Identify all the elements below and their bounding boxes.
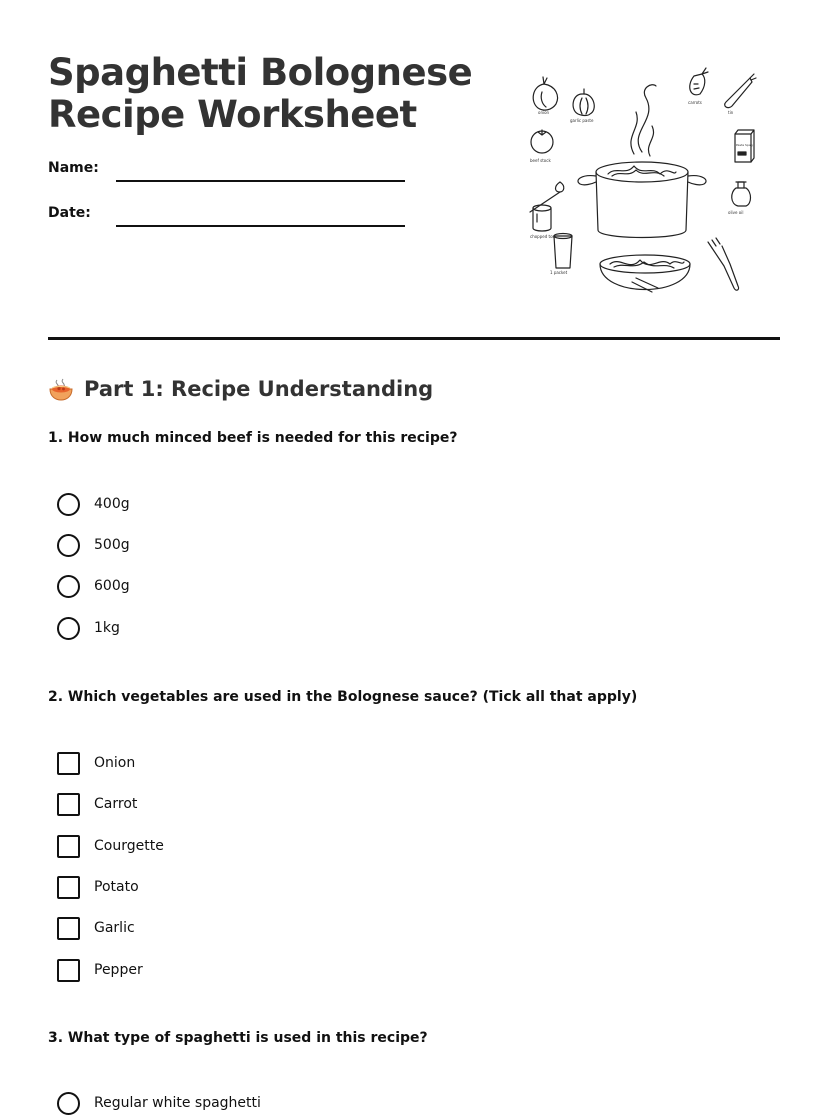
- spaghetti-bowl-illustration-icon: [600, 255, 690, 292]
- cooking-pot-icon: [578, 162, 706, 238]
- header-divider: [48, 337, 780, 340]
- date-field[interactable]: [116, 225, 405, 227]
- carrot-right-icon: [725, 74, 756, 108]
- tomato-label: chopped tom: [530, 234, 557, 239]
- question-3: 3. What type of spaghetti is used in this recipe?: [48, 1030, 428, 1046]
- q1-option-600g[interactable]: [57, 574, 130, 598]
- part-1-title-text: Part 1: Recipe Understanding: [84, 377, 434, 401]
- glass-icon: [554, 234, 572, 269]
- radio-button[interactable]: [57, 617, 80, 640]
- name-label: Name:: [48, 160, 99, 176]
- checkbox[interactable]: [57, 835, 80, 858]
- page-title: [48, 52, 488, 136]
- title-line-2: Recipe Worksheet: [48, 93, 417, 136]
- option-label: Garlic: [94, 920, 135, 936]
- steam-icon: [631, 85, 656, 156]
- q2-option-courgette[interactable]: [57, 834, 164, 858]
- carrot-icon: [690, 68, 708, 95]
- fork-icon: [708, 238, 739, 290]
- olive-oil-icon: [732, 182, 751, 206]
- q2-option-potato[interactable]: [57, 875, 139, 899]
- option-label: 600g: [94, 578, 130, 594]
- q2-option-carrot[interactable]: [57, 792, 137, 816]
- option-label: 1kg: [94, 620, 120, 636]
- garlic-icon: [573, 89, 594, 116]
- checkbox[interactable]: [57, 752, 80, 775]
- option-label: 500g: [94, 537, 130, 553]
- checkbox[interactable]: [57, 959, 80, 982]
- option-label: Courgette: [94, 838, 164, 854]
- title-line-1: Spaghetti Bolognese: [48, 51, 473, 94]
- onion-icon: [533, 77, 557, 110]
- radio-button[interactable]: [57, 534, 80, 557]
- part-1-title: [48, 374, 433, 404]
- option-label: Potato: [94, 879, 139, 895]
- q1-option-500g[interactable]: [57, 533, 130, 557]
- spaghetti-label: 1 packet: [550, 270, 568, 275]
- q1-option-400g[interactable]: [57, 492, 130, 516]
- radio-button[interactable]: [57, 493, 80, 516]
- option-label: Onion: [94, 755, 136, 771]
- q3-option-regular-white-spaghetti[interactable]: [57, 1091, 261, 1115]
- q2-option-pepper[interactable]: [57, 958, 143, 982]
- option-label: Carrot: [94, 796, 138, 812]
- q2-option-garlic[interactable]: [57, 916, 135, 940]
- name-field[interactable]: [116, 180, 405, 182]
- checkbox[interactable]: [57, 793, 80, 816]
- option-label: Pepper: [94, 962, 143, 978]
- whisk-icon: [530, 182, 564, 212]
- beef-label: beef stock: [530, 158, 551, 163]
- option-label: Regular white spaghetti: [94, 1095, 261, 1111]
- date-label: Date:: [48, 205, 91, 221]
- option-label: 400g: [94, 496, 130, 512]
- q2-option-onion[interactable]: [57, 751, 135, 775]
- tomato-icon: [531, 130, 553, 153]
- checkbox[interactable]: [57, 917, 80, 940]
- tin-label: tin: [728, 110, 734, 115]
- cooking-illustration: [524, 62, 764, 310]
- onion-label: onion: [538, 110, 550, 115]
- olive-oil-label: olive oil: [728, 210, 744, 215]
- spaghetti-bowl-icon: [48, 376, 74, 402]
- radio-button[interactable]: [57, 575, 80, 598]
- radio-button[interactable]: [57, 1092, 80, 1115]
- question-2: 2. Which vegetables are used in the Bolognese sauce? (Tick all that apply): [48, 689, 638, 705]
- q1-option-1kg[interactable]: [57, 616, 120, 640]
- carrot-label: carrots: [688, 100, 702, 105]
- garlic-label: garlic paste: [570, 118, 594, 123]
- pasta-box-label: Pasta Spag: [736, 143, 753, 147]
- checkbox[interactable]: [57, 876, 80, 899]
- question-1: 1. How much minced beef is needed for this recipe?: [48, 430, 458, 446]
